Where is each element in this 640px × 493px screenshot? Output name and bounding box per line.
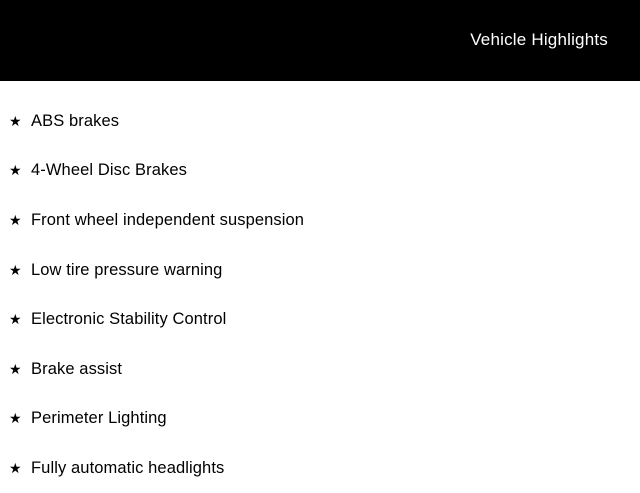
list-item-label: Brake assist	[31, 359, 123, 378]
list-item	[0, 146, 640, 196]
star-icon: ★	[9, 112, 22, 129]
star-icon: ★	[9, 162, 22, 179]
list-item-label: Low tire pressure warning	[31, 260, 223, 279]
vehicle-highlights-list	[0, 81, 640, 493]
list-item	[0, 294, 640, 344]
star-icon: ★	[9, 410, 22, 427]
list-item	[0, 443, 640, 493]
star-icon: ★	[9, 360, 22, 377]
header-bar	[0, 0, 640, 81]
list-item-label: Front wheel independent suspension	[31, 210, 305, 229]
list-item	[0, 344, 640, 394]
list-item	[0, 245, 640, 295]
star-icon: ★	[9, 211, 22, 228]
list-item-label: 4-Wheel Disc Brakes	[31, 161, 187, 180]
list-item-label: Perimeter Lighting	[31, 409, 167, 428]
list-item-label: Fully automatic headlights	[31, 458, 225, 477]
page-title: Vehicle Highlights	[470, 30, 608, 49]
list-item-label: Electronic Stability Control	[31, 310, 227, 329]
list-item	[0, 195, 640, 245]
star-icon: ★	[9, 311, 22, 328]
list-item	[0, 96, 640, 146]
list-item-label: ABS brakes	[31, 111, 120, 130]
list-item	[0, 394, 640, 444]
star-icon: ★	[9, 261, 22, 278]
star-icon: ★	[9, 459, 22, 476]
